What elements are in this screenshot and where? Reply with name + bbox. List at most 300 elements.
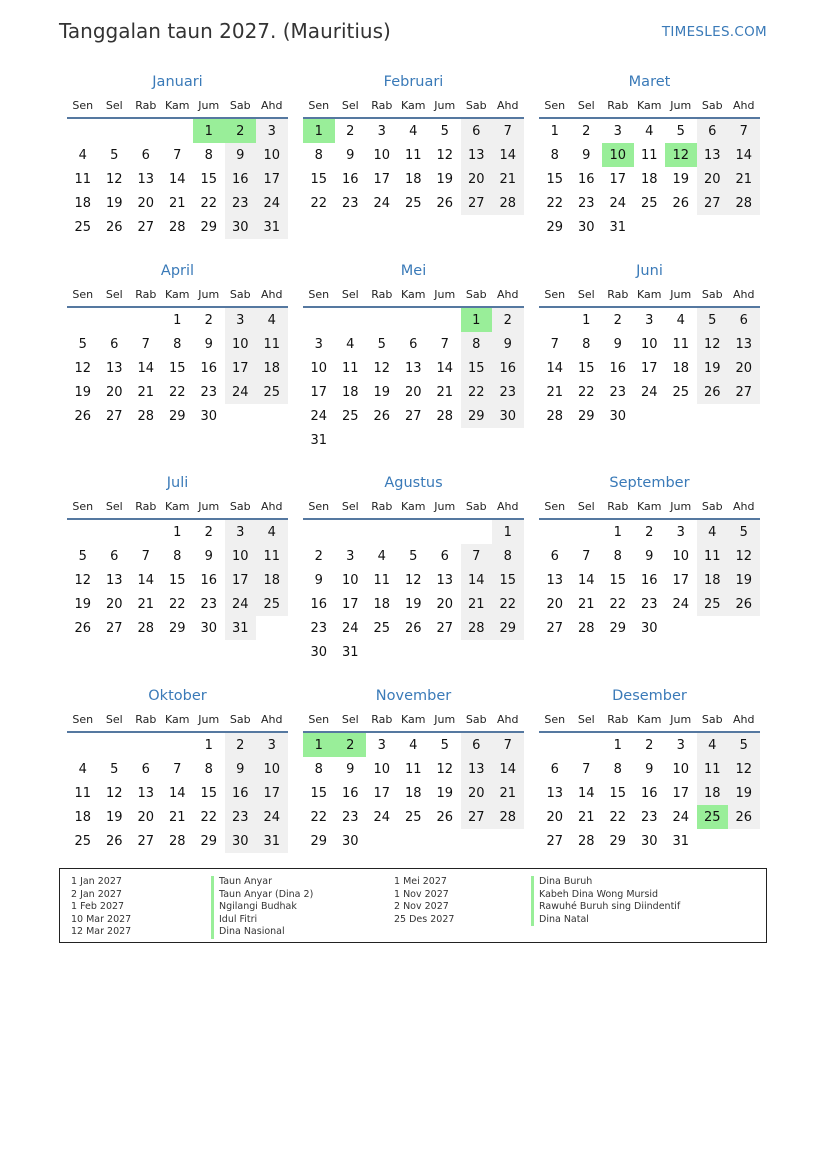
empty-cell [335, 520, 367, 544]
weekday-label: Rab [135, 500, 157, 513]
brand-link[interactable]: TIMESLES.COM [661, 24, 767, 40]
day-cell: 7 [141, 336, 150, 352]
day-cell: 29 [461, 404, 493, 428]
day-cell: 13 [546, 572, 564, 588]
day-cell: 20 [105, 384, 123, 400]
day-cell: 14 [137, 572, 155, 588]
weekday-label: Kam [165, 500, 190, 513]
day-cell: 11 [404, 761, 422, 777]
day-cell: 25 [640, 195, 658, 211]
weekday-header [303, 709, 524, 733]
day-cell: 5 [697, 308, 729, 332]
weekday-label: Sen [72, 99, 94, 112]
month-oktober [67, 686, 288, 853]
day-cell: 29 [200, 833, 218, 849]
month-name: Desember [612, 688, 687, 704]
day-cell: 8 [314, 761, 323, 777]
day-cell: 22 [200, 809, 218, 825]
day-grid [67, 520, 288, 640]
day-cell: 19 [436, 171, 454, 187]
day-cell: 22 [461, 380, 493, 404]
day-cell: 16 [577, 171, 595, 187]
day-cell: 5 [440, 123, 449, 139]
day-cell: 18 [697, 781, 729, 805]
day-grid [303, 733, 524, 853]
day-cell: 26 [404, 620, 422, 636]
weekday-label: Jum [434, 99, 456, 112]
empty-cell [398, 520, 430, 544]
weekday-label: Ahd [733, 713, 755, 726]
day-cell: 29 [546, 219, 564, 235]
day-cell: 10 [672, 548, 690, 564]
day-cell: 15 [200, 171, 218, 187]
day-cell: 26 [373, 408, 391, 424]
weekday-label: Sel [105, 288, 123, 301]
day-cell: 20 [461, 781, 493, 805]
day-cell: 12 [74, 360, 92, 376]
day-cell: 3 [377, 737, 386, 753]
day-cell: 4 [697, 733, 729, 757]
legend-name: Taun Anyar (Dina 2) [211, 889, 313, 902]
day-cell: 24 [256, 191, 288, 215]
day-cell: 14 [168, 785, 186, 801]
weekday-label: Sel [105, 500, 123, 513]
day-cell: 27 [105, 620, 123, 636]
day-cell: 28 [492, 191, 524, 215]
day-cell: 27 [697, 191, 729, 215]
day-cell: 6 [141, 147, 150, 163]
day-cell: 11 [672, 336, 690, 352]
day-cell: 12 [697, 332, 729, 356]
weekday-header [303, 496, 524, 520]
month-juli [67, 473, 288, 640]
day-cell: 16 [310, 596, 328, 612]
weekday-label: Sab [701, 713, 723, 726]
day-cell: 6 [550, 548, 559, 564]
day-cell: 12 [105, 785, 123, 801]
weekday-label: Kam [401, 288, 426, 301]
day-cell: 9 [492, 332, 524, 356]
legend-date: 1 Jan 2027 [71, 876, 122, 887]
day-cell: 1 [613, 737, 622, 753]
day-cell: 2 [204, 312, 213, 328]
day-cell: 4 [676, 312, 685, 328]
day-cell: 22 [609, 809, 627, 825]
day-cell: 25 [74, 219, 92, 235]
weekday-label: Sab [229, 500, 251, 513]
day-cell: 11 [373, 572, 391, 588]
weekday-header [539, 709, 760, 733]
day-cell: 23 [577, 195, 595, 211]
day-cell: 23 [640, 596, 658, 612]
weekday-label: Kam [165, 288, 190, 301]
day-cell: 24 [256, 805, 288, 829]
day-cell: 27 [728, 380, 760, 404]
day-cell: 15 [546, 171, 564, 187]
month-name: Februari [383, 74, 444, 90]
weekday-header [67, 95, 288, 119]
day-cell: 8 [173, 548, 182, 564]
day-cell: 6 [550, 761, 559, 777]
weekday-label: Jum [198, 713, 220, 726]
weekday-label: Sab [701, 500, 723, 513]
day-cell: 23 [640, 809, 658, 825]
day-cell: 19 [404, 596, 422, 612]
month-november [303, 686, 524, 853]
weekday-label: Sel [105, 99, 123, 112]
day-grid [539, 733, 760, 853]
day-cell: 3 [377, 123, 386, 139]
weekday-label: Ahd [497, 713, 519, 726]
empty-cell [130, 119, 162, 143]
day-cell: 15 [168, 572, 186, 588]
day-cell: 7 [492, 119, 524, 143]
day-cell: 26 [105, 833, 123, 849]
day-cell: 5 [728, 520, 760, 544]
weekday-label: Kam [401, 99, 426, 112]
day-cell: 18 [74, 809, 92, 825]
day-cell: 13 [137, 785, 155, 801]
day-cell: 4 [256, 520, 288, 544]
day-cell: 13 [105, 360, 123, 376]
weekday-label: Jum [434, 288, 456, 301]
holiday-legend [59, 868, 767, 943]
day-cell: 29 [609, 833, 627, 849]
day-cell: 9 [204, 548, 213, 564]
legend-date: 1 Mei 2027 [394, 876, 447, 887]
weekday-label: Sen [72, 288, 94, 301]
weekday-label: Rab [607, 500, 629, 513]
day-cell: 13 [461, 143, 493, 167]
day-cell: 1 [582, 312, 591, 328]
month-name: Oktober [148, 688, 207, 704]
day-cell: 15 [609, 572, 627, 588]
empty-cell [67, 520, 99, 544]
legend-name: Dina Nasional [211, 926, 313, 939]
weekday-label: Sen [308, 500, 330, 513]
day-cell: 11 [404, 147, 422, 163]
month-name: Juli [166, 475, 189, 491]
legend-name: Idul Fitri [211, 914, 313, 927]
day-cell: 29 [577, 408, 595, 424]
weekday-label: Ahd [733, 288, 755, 301]
month-name: Mei [400, 263, 427, 279]
weekday-header [303, 284, 524, 308]
month-name: April [160, 263, 195, 279]
month-mei [303, 261, 524, 452]
legend-name: Rawuhé Buruh sing Diindentif [531, 901, 680, 914]
day-cell: 17 [341, 596, 359, 612]
day-cell: 22 [200, 195, 218, 211]
day-grid [67, 119, 288, 239]
day-cell: 5 [409, 548, 418, 564]
day-cell: 23 [225, 805, 257, 829]
day-cell: 21 [168, 809, 186, 825]
holiday-day: 10 [602, 143, 634, 167]
day-cell: 26 [697, 380, 729, 404]
empty-cell [429, 520, 461, 544]
day-cell: 20 [461, 167, 493, 191]
day-cell: 24 [225, 592, 257, 616]
day-cell: 23 [200, 596, 218, 612]
day-cell: 27 [436, 620, 454, 636]
day-cell: 28 [577, 620, 595, 636]
month-name: Juni [636, 263, 663, 279]
day-cell: 31 [609, 219, 627, 235]
holiday-day: 1 [303, 119, 335, 143]
month-agustus [303, 473, 524, 664]
legend-date: 12 Mar 2027 [71, 926, 132, 937]
day-cell: 18 [697, 568, 729, 592]
weekday-label: Kam [165, 99, 190, 112]
day-cell: 1 [204, 737, 213, 753]
day-cell: 31 [341, 644, 359, 660]
day-cell: 1 [550, 123, 559, 139]
day-cell: 18 [256, 568, 288, 592]
day-cell: 10 [225, 544, 257, 568]
day-cell: 9 [314, 572, 323, 588]
day-cell: 2 [645, 737, 654, 753]
empty-cell [303, 308, 335, 332]
day-cell: 17 [672, 785, 690, 801]
day-cell: 21 [728, 167, 760, 191]
legend-name: Dina Buruh [531, 876, 680, 889]
day-cell: 26 [672, 195, 690, 211]
day-cell: 31 [310, 432, 328, 448]
day-cell: 1 [173, 524, 182, 540]
day-cell: 24 [672, 809, 690, 825]
day-cell: 3 [676, 524, 685, 540]
weekday-label: Sab [229, 99, 251, 112]
day-cell: 4 [78, 147, 87, 163]
weekday-header [67, 284, 288, 308]
day-cell: 11 [74, 171, 92, 187]
day-grid [539, 520, 760, 640]
day-cell: 16 [200, 572, 218, 588]
day-cell: 5 [110, 147, 119, 163]
day-cell: 13 [436, 572, 454, 588]
day-cell: 10 [341, 572, 359, 588]
day-cell: 31 [225, 616, 257, 640]
day-cell: 14 [461, 568, 493, 592]
day-cell: 23 [310, 620, 328, 636]
day-cell: 9 [204, 336, 213, 352]
day-cell: 9 [613, 336, 622, 352]
legend-dates-1 [71, 876, 131, 939]
day-cell: 19 [105, 809, 123, 825]
day-cell: 10 [640, 336, 658, 352]
day-cell: 19 [74, 384, 92, 400]
day-cell: 6 [728, 308, 760, 332]
legend-name: Ngilangi Budhak [211, 901, 313, 914]
day-cell: 31 [256, 829, 288, 853]
day-cell: 8 [613, 761, 622, 777]
day-cell: 30 [640, 620, 658, 636]
weekday-label: Kam [637, 99, 662, 112]
legend-date: 10 Mar 2027 [71, 913, 132, 925]
day-grid [539, 119, 760, 239]
weekday-label: Rab [607, 288, 629, 301]
empty-cell [429, 308, 461, 332]
day-cell: 28 [137, 620, 155, 636]
day-cell: 2 [613, 312, 622, 328]
day-cell: 8 [492, 544, 524, 568]
day-cell: 15 [200, 785, 218, 801]
weekday-label: Rab [371, 500, 393, 513]
day-cell: 3 [256, 119, 288, 143]
day-cell: 6 [461, 733, 493, 757]
month-name: Januari [152, 74, 203, 90]
weekday-header [539, 95, 760, 119]
weekday-label: Sen [72, 713, 94, 726]
empty-cell [539, 520, 571, 544]
day-cell: 12 [373, 360, 391, 376]
day-cell: 12 [436, 147, 454, 163]
day-cell: 27 [546, 833, 564, 849]
day-cell: 25 [74, 833, 92, 849]
day-cell: 13 [546, 785, 564, 801]
empty-cell [366, 308, 398, 332]
day-cell: 22 [310, 195, 328, 211]
day-cell: 27 [404, 408, 422, 424]
day-cell: 26 [74, 408, 92, 424]
day-cell: 19 [728, 568, 760, 592]
day-cell: 28 [168, 219, 186, 235]
day-cell: 17 [640, 360, 658, 376]
weekday-label: Jum [198, 288, 220, 301]
day-cell: 30 [492, 404, 524, 428]
weekday-label: Sen [544, 500, 566, 513]
legend-date: 2 Jan 2027 [71, 888, 122, 900]
day-cell: 28 [546, 408, 564, 424]
day-cell: 23 [609, 384, 627, 400]
day-cell: 18 [341, 384, 359, 400]
day-cell: 24 [609, 195, 627, 211]
day-cell: 26 [74, 620, 92, 636]
weekday-label: Ahd [261, 500, 283, 513]
day-cell: 26 [436, 809, 454, 825]
weekday-label: Sab [701, 99, 723, 112]
weekday-label: Sen [544, 713, 566, 726]
day-cell: 10 [373, 147, 391, 163]
day-cell: 9 [225, 143, 257, 167]
day-cell: 17 [256, 781, 288, 805]
day-cell: 22 [168, 384, 186, 400]
holiday-day: 1 [193, 119, 225, 143]
weekday-label: Sab [229, 288, 251, 301]
day-cell: 22 [310, 809, 328, 825]
day-cell: 22 [577, 384, 595, 400]
day-cell: 25 [404, 809, 422, 825]
page-title: Tanggalan taun 2027. (Mauritius) [59, 19, 391, 43]
weekday-label: Sen [308, 713, 330, 726]
weekday-label: Kam [637, 713, 662, 726]
day-cell: 6 [110, 336, 119, 352]
empty-cell [162, 733, 194, 757]
day-cell: 24 [640, 384, 658, 400]
day-cell: 18 [640, 171, 658, 187]
weekday-header [67, 709, 288, 733]
day-cell: 11 [256, 544, 288, 568]
day-cell: 25 [697, 592, 729, 616]
day-cell: 7 [141, 548, 150, 564]
empty-cell [571, 733, 603, 757]
day-cell: 4 [346, 336, 355, 352]
weekday-label: Ahd [261, 713, 283, 726]
day-cell: 3 [225, 520, 257, 544]
empty-cell [99, 308, 131, 332]
day-cell: 28 [168, 833, 186, 849]
day-cell: 17 [609, 171, 627, 187]
day-cell: 3 [314, 336, 323, 352]
day-cell: 6 [461, 119, 493, 143]
day-cell: 29 [200, 219, 218, 235]
legend-name: Dina Natal [531, 914, 680, 927]
legend-date: 2 Nov 2027 [394, 901, 449, 912]
day-cell: 14 [728, 143, 760, 167]
day-cell: 28 [492, 805, 524, 829]
day-cell: 24 [373, 195, 391, 211]
day-cell: 5 [377, 336, 386, 352]
weekday-label: Sab [465, 500, 487, 513]
day-cell: 23 [341, 195, 359, 211]
day-cell: 5 [110, 761, 119, 777]
weekday-label: Rab [135, 99, 157, 112]
day-cell: 20 [728, 356, 760, 380]
day-cell: 12 [105, 171, 123, 187]
day-cell: 12 [728, 757, 760, 781]
empty-cell [130, 308, 162, 332]
day-cell: 21 [436, 384, 454, 400]
day-cell: 19 [105, 195, 123, 211]
day-cell: 27 [137, 833, 155, 849]
empty-cell [67, 119, 99, 143]
weekday-label: Sel [105, 713, 123, 726]
day-cell: 11 [74, 785, 92, 801]
day-cell: 16 [640, 785, 658, 801]
day-cell: 18 [256, 356, 288, 380]
weekday-label: Ahd [497, 99, 519, 112]
holiday-day: 25 [697, 805, 729, 829]
day-cell: 14 [436, 360, 454, 376]
day-cell: 9 [645, 548, 654, 564]
day-cell: 24 [341, 620, 359, 636]
day-cell: 29 [609, 620, 627, 636]
day-cell: 17 [373, 171, 391, 187]
legend-date: 1 Nov 2027 [394, 888, 449, 900]
day-cell: 20 [436, 596, 454, 612]
day-cell: 7 [728, 119, 760, 143]
day-cell: 7 [461, 544, 493, 568]
legend-date: 1 Feb 2027 [71, 901, 125, 912]
day-cell: 13 [105, 572, 123, 588]
month-name: Agustus [384, 475, 443, 491]
day-cell: 7 [440, 336, 449, 352]
empty-cell [539, 308, 571, 332]
day-cell: 3 [346, 548, 355, 564]
day-cell: 13 [728, 332, 760, 356]
weekday-label: Rab [135, 713, 157, 726]
day-cell: 14 [492, 757, 524, 781]
day-cell: 29 [310, 833, 328, 849]
day-cell: 3 [676, 737, 685, 753]
weekday-label: Rab [607, 99, 629, 112]
day-cell: 23 [225, 191, 257, 215]
day-cell: 28 [436, 408, 454, 424]
empty-cell [303, 520, 335, 544]
day-cell: 17 [225, 356, 257, 380]
day-cell: 16 [341, 785, 359, 801]
